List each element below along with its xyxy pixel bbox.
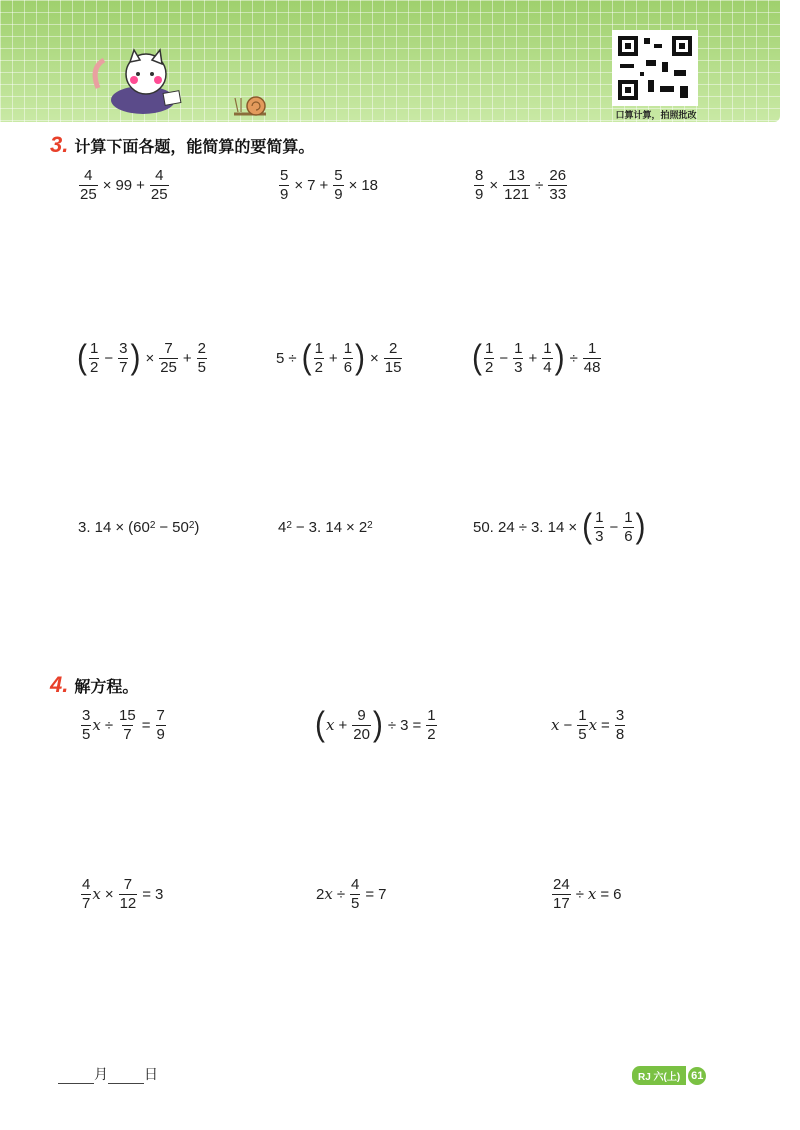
- equation-4-3: x − $\frac{1}{5}$ x = $\frac{3}{8}$: [551, 706, 625, 743]
- section-4-title: [50, 672, 138, 698]
- problem-3-1: $\frac{4}{25}$ × 99 + $\frac{4}{25}$: [80, 166, 168, 203]
- day-label: 日: [144, 1066, 158, 1082]
- equation-4-5: 2 x ÷ $\frac{4}{5}$ = 7: [316, 875, 387, 912]
- snail-illustration: [232, 90, 272, 118]
- equation-4-2: ( x + $\frac{9}{20}$ ) ÷ 3 = $\frac{1}{2}$: [315, 705, 436, 744]
- header-banner: [0, 0, 780, 122]
- problem-3-7: 3. 14 × ( 60 $^2$ − 50 $^2$ ): [78, 518, 200, 536]
- problem-3-3: $\frac{8}{9}$ × $\frac{13}{121}$ ÷ $\frac{26}{33}$: [475, 166, 567, 203]
- qr-code-icon[interactable]: [612, 30, 698, 106]
- equation-4-1: $\frac{3}{5}$ x ÷ $\frac{15}{7}$ = $\frac{7}{9}$: [82, 706, 165, 743]
- problem-3-6: ( $\frac{1}{2}$ − $\frac{1}{3}$ + $\frac{1}{4}$ ) ÷ $\frac{1}{48}$: [472, 338, 601, 377]
- equation-4-4: $\frac{4}{7}$ x × $\frac{7}{12}$ = 3: [82, 875, 164, 912]
- page-footer: [632, 1066, 706, 1085]
- problem-3-9: 50. 24 ÷ 3. 14 × ( $\frac{1}{3}$ − $\frac{1}{6}$ ): [473, 507, 646, 546]
- month-blank[interactable]: [58, 1069, 94, 1084]
- section-3-number: 3.: [50, 132, 69, 157]
- date-field: [58, 1064, 158, 1084]
- qr-caption: 口算计算，拍照批改: [615, 110, 697, 120]
- problem-3-5: 5 ÷ ( $\frac{1}{2}$ + $\frac{1}{6}$ ) × $\frac{2}{15}$: [276, 338, 402, 377]
- day-blank[interactable]: [108, 1069, 144, 1084]
- page-number: 61: [688, 1067, 706, 1085]
- section-4-number: 4.: [50, 672, 69, 697]
- problem-3-4: ( $\frac{1}{2}$ − $\frac{3}{7}$ ) × $\frac{7}{25}$ + $\frac{2}{5}$: [77, 338, 207, 377]
- month-label: 月: [94, 1066, 108, 1082]
- problem-3-8: 4 $^2$ − 3. 14 × 2 $^2$: [278, 518, 373, 536]
- section-4-instruction: 解方程。: [74, 679, 139, 696]
- equation-4-6: $\frac{24}{17}$ ÷ x = 6: [553, 875, 622, 912]
- section-3-instruction: 计算下面各题，能简算的要简算。: [74, 139, 315, 156]
- section-3-title: [50, 132, 314, 158]
- grade-badge: RJ 六(上): [632, 1066, 686, 1085]
- problem-3-2: $\frac{5}{9}$ × 7 + $\frac{5}{9}$ × 18: [280, 166, 379, 203]
- cat-illustration: [88, 48, 198, 118]
